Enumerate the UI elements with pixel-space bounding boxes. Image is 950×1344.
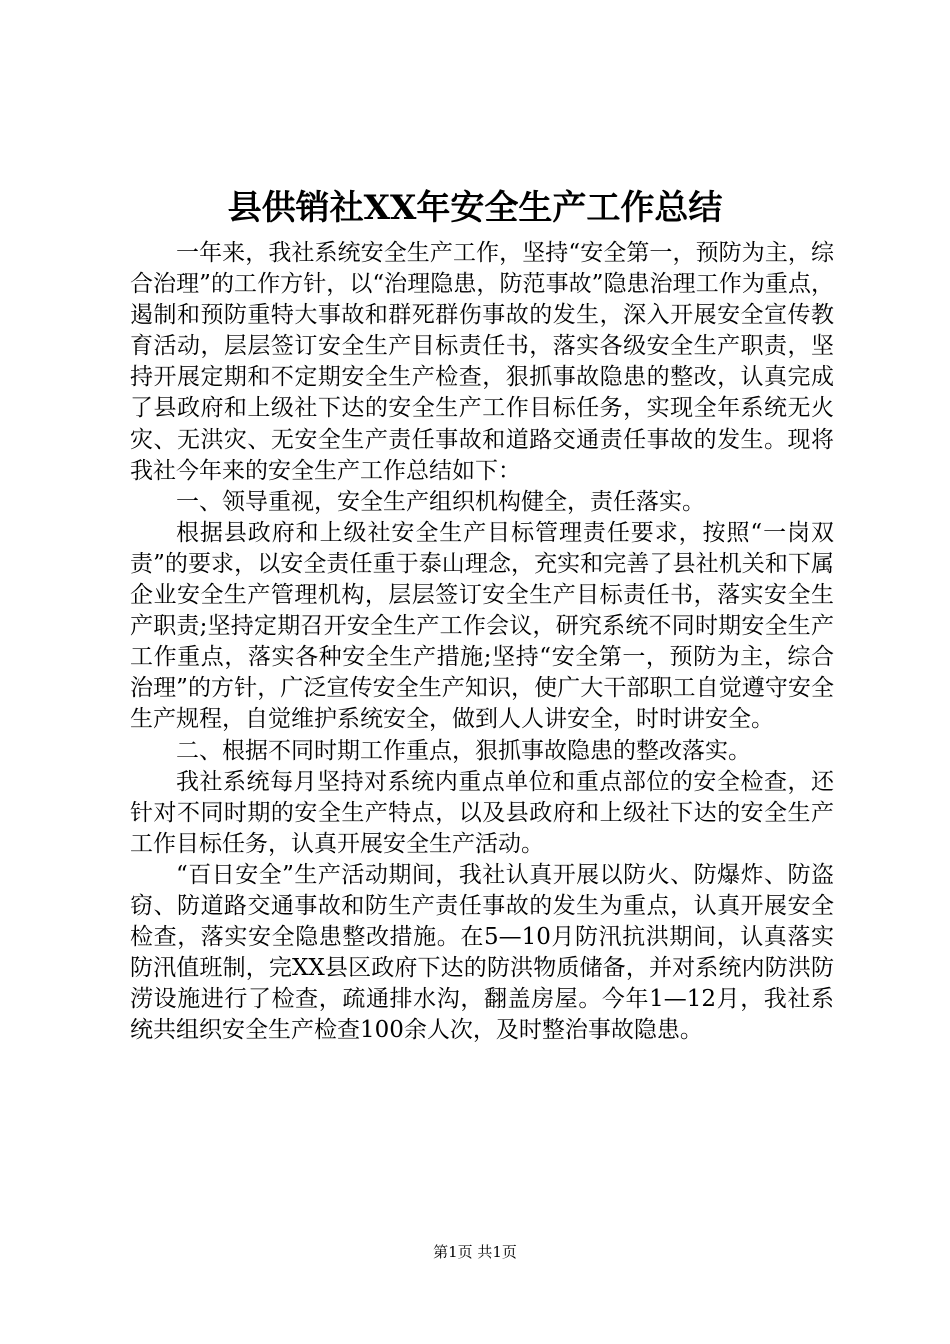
section-heading-1: 一、领导重视，安全生产组织机构健全，责任落实。 xyxy=(176,488,705,515)
document-body xyxy=(130,238,834,1046)
paragraph-section-1: 根据县政府和上级社安全生产目标管理责任要求，按照“一岗双责”的要求，以安全责任重于泰山理念，充实和完善了县社机关和下属企业安全生产管理机构，层层签订安全生产目标责任书，落实安全生产职责;坚持定期召开安全生产工作会议，研究系统不同时期安全生产工作重点，落实各种安全生产措施;坚持“安全第一，预防为主，综合治理”的方针，广泛宣传安全生产知识，使广大干部职工自觉遵守安全生产规程，自觉维护系统安全，做到人人讲安全，时时讲安全。 xyxy=(130,519,834,733)
paragraph-section-2a: 我社系统每月坚持对系统内重点单位和重点部位的安全检查，还针对不同时期的安全生产特点，以及县政府和上级社下达的安全生产工作目标任务，认真开展安全生产活动。 xyxy=(130,768,834,857)
paragraph-intro: 一年来，我社系统安全生产工作，坚持“安全第一，预防为主，综合治理”的工作方针，以“治理隐患，防范事故”隐患治理工作为重点，遏制和预防重特大事故和群死群伤事故的发生，深入开展安全宣传教育活动，层层签订安全生产目标责任书，落实各级安全生产职责，坚持开展定期和不定期安全生产检查，狠抓事故隐患的整改，认真完成了县政府和上级社下达的安全生产工作目标任务，实现全年系统无火灾、无洪灾、无安全生产责任事故和道路交通责任事故的发生。现将我社今年来的安全生产工作总结如下： xyxy=(130,240,834,484)
page-number-label: 第1页 共1页 xyxy=(433,1243,517,1261)
paragraph-section-2b: “百日安全”生产活动期间，我社认真开展以防火、防爆炸、防盗窃、防道路交通事故和防生产责任事故的发生为重点，认真开展安全检查，落实安全隐患整改措施。在5—10月防汛抗洪期间，认真落实防汛值班制，完XX县区政府下达的防洪物质储备，并对系统内防洪防涝设施进行了检查，疏通排水沟，翻盖房屋。今年1—12月，我社系统共组织安全生产检查100余人次，及时整治事故隐患。 xyxy=(130,861,834,1044)
document-title: 县供销社XX年安全生产工作总结 xyxy=(227,188,723,228)
page-footer xyxy=(0,1242,950,1262)
section-heading-2: 二、根据不同时期工作重点，狠抓事故隐患的整改落实。 xyxy=(176,737,751,764)
